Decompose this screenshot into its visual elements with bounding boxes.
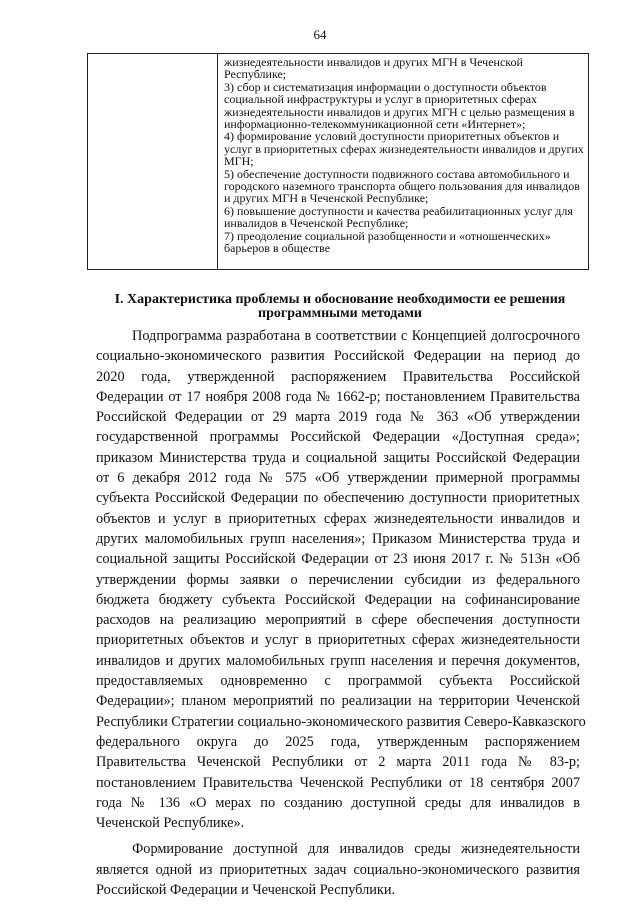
text-line: бюджета бюджету субъекта Российской Федерации на софинансирование — [96, 591, 580, 608]
text-line: информационно-телекоммуникационной сети «Интернет»; — [224, 117, 526, 132]
section-body — [96, 326, 586, 900]
text-line: Федерации»; планом мероприятий по реализации на территории Чеченской — [96, 693, 580, 710]
text-line: социально-экономического развития Российской Федерации на период до — [96, 348, 580, 365]
text-line: барьеров в обществе — [224, 241, 331, 256]
text-line: и других МГН в Чеченской Республике; — [224, 191, 429, 206]
table-content-cell — [224, 56, 584, 255]
page-number: 64 — [313, 27, 327, 42]
text-line: Республике; — [224, 67, 287, 82]
text-line: Федерации от 17 ноября 2008 года № 1662-р; постановлением Правительства — [96, 388, 580, 405]
text-line: Формирование доступной для инвалидов среды жизнедеятельности — [132, 841, 580, 858]
text-line: объектов и услуг в приоритетных сферах жизнедеятельности инвалидов и — [96, 510, 580, 527]
goals-table — [87, 53, 589, 270]
text-line: жизнедеятельности инвалидов и других МГН с целью размещения в — [224, 104, 575, 119]
section-heading — [80, 293, 600, 321]
text-line: приказом Министерства труда и социальной защиты Российской Федерации — [96, 449, 580, 466]
text-line: Подпрограмма разработана в соответствии с Концепцией долгосрочного — [132, 328, 580, 344]
text-line: городского наземного транспорта общего пользования для инвалидов — [224, 179, 580, 194]
text-line: приоритетных объектов и услуг в приоритетных сферах жизнедеятельности — [96, 632, 580, 649]
text-line: государственной программы Российской Федерации «Доступная среда»; — [96, 429, 580, 446]
text-line: 6) повышение доступности и качества реабилитационных услуг для — [224, 203, 573, 218]
text-line: федерального округа до 2025 года, утвержденным распоряжением — [96, 733, 580, 750]
text-line: Республики Стратегии социально-экономического развития Северо-Кавказского — [96, 713, 586, 730]
text-line: Чеченской Республике». — [96, 815, 245, 832]
text-line: предоставляемых одновременно с программой субъекта Российской — [96, 673, 580, 690]
text-line: года № 136 «О мерах по созданию доступной среды для инвалидов в — [96, 794, 580, 811]
text-line: 2020 года, утвержденной распоряжением Правительства Российской — [96, 368, 580, 385]
text-line: 4) формирование условий доступности приоритетных объектов и — [224, 129, 560, 144]
text-line: 7) преодоление социальной разобщенности и «отношенческих» — [224, 228, 551, 243]
table-label-column — [88, 54, 218, 269]
text-line: расходов на реализацию мероприятий в сфере обеспечения доступности — [96, 612, 580, 629]
section-heading-line-2: программными методами — [258, 306, 422, 321]
text-line: от 6 декабря 2012 года № 575 «Об утверждении примерной программы — [96, 470, 580, 487]
text-line: жизнедеятельности инвалидов и других МГН в Чеченской — [224, 55, 523, 69]
paragraph-2 — [96, 839, 580, 900]
text-line: утверждении формы заявки о перечислении субсидии из федерального — [96, 571, 580, 588]
text-line: инвалидов в Чеченской Республике; — [224, 216, 409, 231]
text-line: является одной из приоритетных задач социально-экономического развития — [96, 861, 580, 878]
text-line: социальной инфраструктуры и услуг в приоритетных сферах — [224, 92, 538, 107]
paragraph-1 — [96, 326, 586, 833]
text-line: социальной защиты Российской Федерации от 23 июня 2017 г. № 513н «Об — [96, 551, 580, 568]
text-line: других маломобильных групп населения»; Приказом Министерства труда и — [96, 530, 580, 547]
text-line: инвалидов и других маломобильных групп населения и перечня документов, — [96, 652, 580, 669]
text-line: Российской Федерации от 29 марта 2019 года № 363 «Об утверждении — [96, 409, 580, 426]
text-line: постановлением Правительства Чеченской Республики от 18 сентября 2007 — [96, 774, 580, 791]
text-line: 3) сбор и систематизация информации о доступности объектов — [224, 79, 547, 94]
text-line: 5) обеспечение доступности подвижного состава автомобильного и — [224, 166, 570, 181]
section-heading-line-1: I. Характеристика проблемы и обоснование необходимости ее решения — [114, 292, 566, 307]
text-line: услуг в приоритетных сферах жизнедеятельности инвалидов и других — [224, 141, 584, 156]
text-line: субъекта Российской Федерации по обеспечению доступности приоритетных — [96, 490, 580, 507]
text-line: Правительства Чеченской Республики от 2 марта 2011 года № 83-р; — [96, 754, 580, 771]
text-line: Российской Федерации и Чеченской Республики. — [96, 882, 396, 899]
text-line: МГН; — [224, 154, 254, 169]
